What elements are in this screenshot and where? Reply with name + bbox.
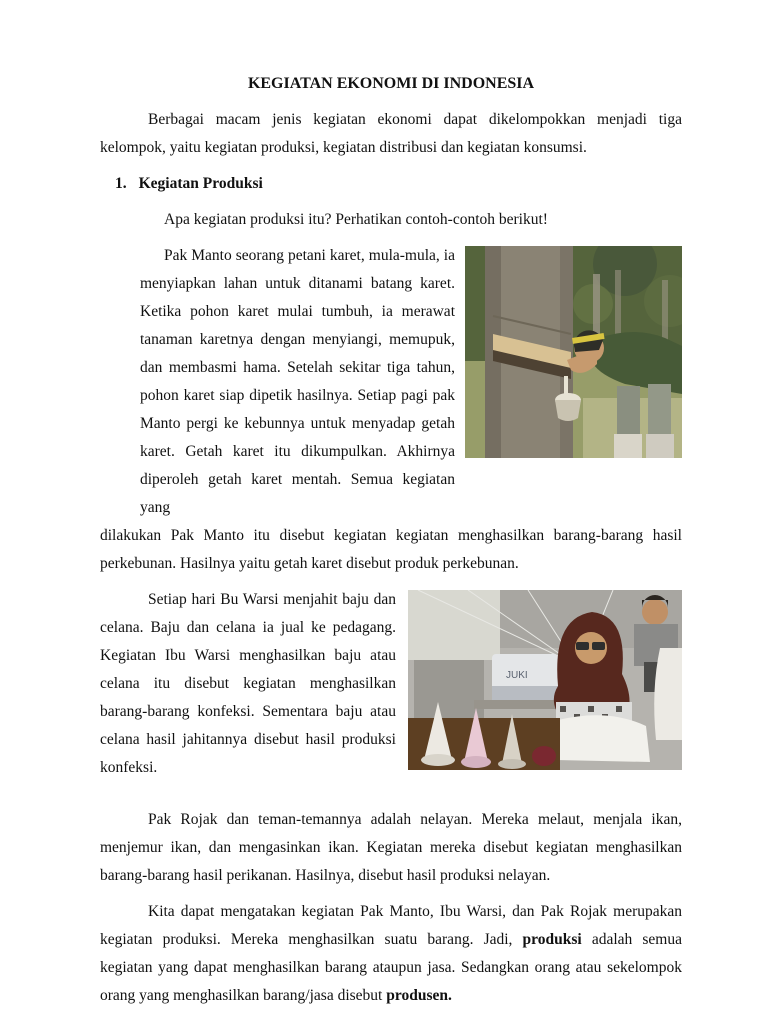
section-heading — [100, 170, 682, 198]
section-title: Kegiatan Produksi — [138, 175, 263, 192]
manto-paragraph: Pak Manto seorang petani karet, mula-mula, ia menyiapkan lahan untuk ditanami batang karet. Ketika pohon karet mulai tumbuh, ia merawat tanaman karetnya dengan menyiangi, memupuk, dan membasmi hama. Setelah sekitar tiga tahun, pohon karet siap dipetik hasilnya. Setiap pagi pak Manto pergi ke kebunnya untuk menyadap getah karet. Getah karet itu dikumpulkan. Akhirnya diperoleh getah karet mentah. Semua kegiatan yang — [140, 247, 455, 516]
page-title: KEGIATAN EKONOMI DI INDONESIA — [247, 75, 535, 92]
rojak-paragraph: Pak Rojak dan teman-temannya adalah nelayan. Mereka melaut, menjala ikan, menjemur ikan, dan mengasinkan ikan. Kegiatan mereka disebut kegiatan menghasilkan barang-barang hasil perikanan. Hasilnya, disebut hasil produksi nelayan. — [100, 811, 682, 884]
warsi-block — [100, 586, 682, 782]
intro-paragraph: Berbagai macam jenis kegiatan ekonomi dapat dikelompokkan menjadi tiga kelompok, yaitu kegiatan produksi, kegiatan distribusi dan kegiatan konsumsi. — [100, 111, 682, 156]
section-number: 1. — [115, 175, 127, 192]
rubber-tapping-illustration — [465, 246, 682, 458]
sewing-illustration — [408, 590, 682, 770]
term-produsen: produsen. — [386, 987, 452, 1004]
warsi-paragraph: Setiap hari Bu Warsi menjahit baju dan celana. Baju dan celana ia jual ke pedagang. Kegiatan Ibu Warsi menghasilkan baju atau celana itu disebut kegiatan menghasilkan barang-barang konfeksi. Sementara baju atau celana hasil jahitannya disebut hasil produksi konfeksi. — [100, 591, 396, 776]
sewing-photo — [408, 590, 682, 770]
manto-block — [140, 242, 682, 522]
manto-continued-paragraph: dilakukan Pak Manto itu disebut kegiatan kegiatan menghasilkan barang-barang hasil perkebunan. Hasilnya yaitu getah karet disebut produk perkebunan. — [100, 527, 682, 572]
rubber-tapping-photo — [465, 246, 682, 458]
term-produksi: produksi — [522, 931, 582, 948]
sewing-machine-brand-label: JUKI — [506, 670, 528, 681]
closing-text-1: Kita dapat mengatakan kegiatan Pak Manto, Ibu Warsi, dan Pak Rojak merupakan kegiatan produksi. Mereka menghasilkan suatu barang. Jadi, — [100, 903, 682, 948]
closing-text-2: adalah semua kegiatan yang dapat menghasilkan barang ataupun jasa. Sedangkan orang atau sekelompok orang yang menghasilkan barang/jasa disebut — [100, 931, 682, 1004]
lead-paragraph: Apa kegiatan produksi itu? Perhatikan contoh-contoh berikut! — [164, 211, 548, 228]
closing-paragraph — [100, 898, 682, 1010]
